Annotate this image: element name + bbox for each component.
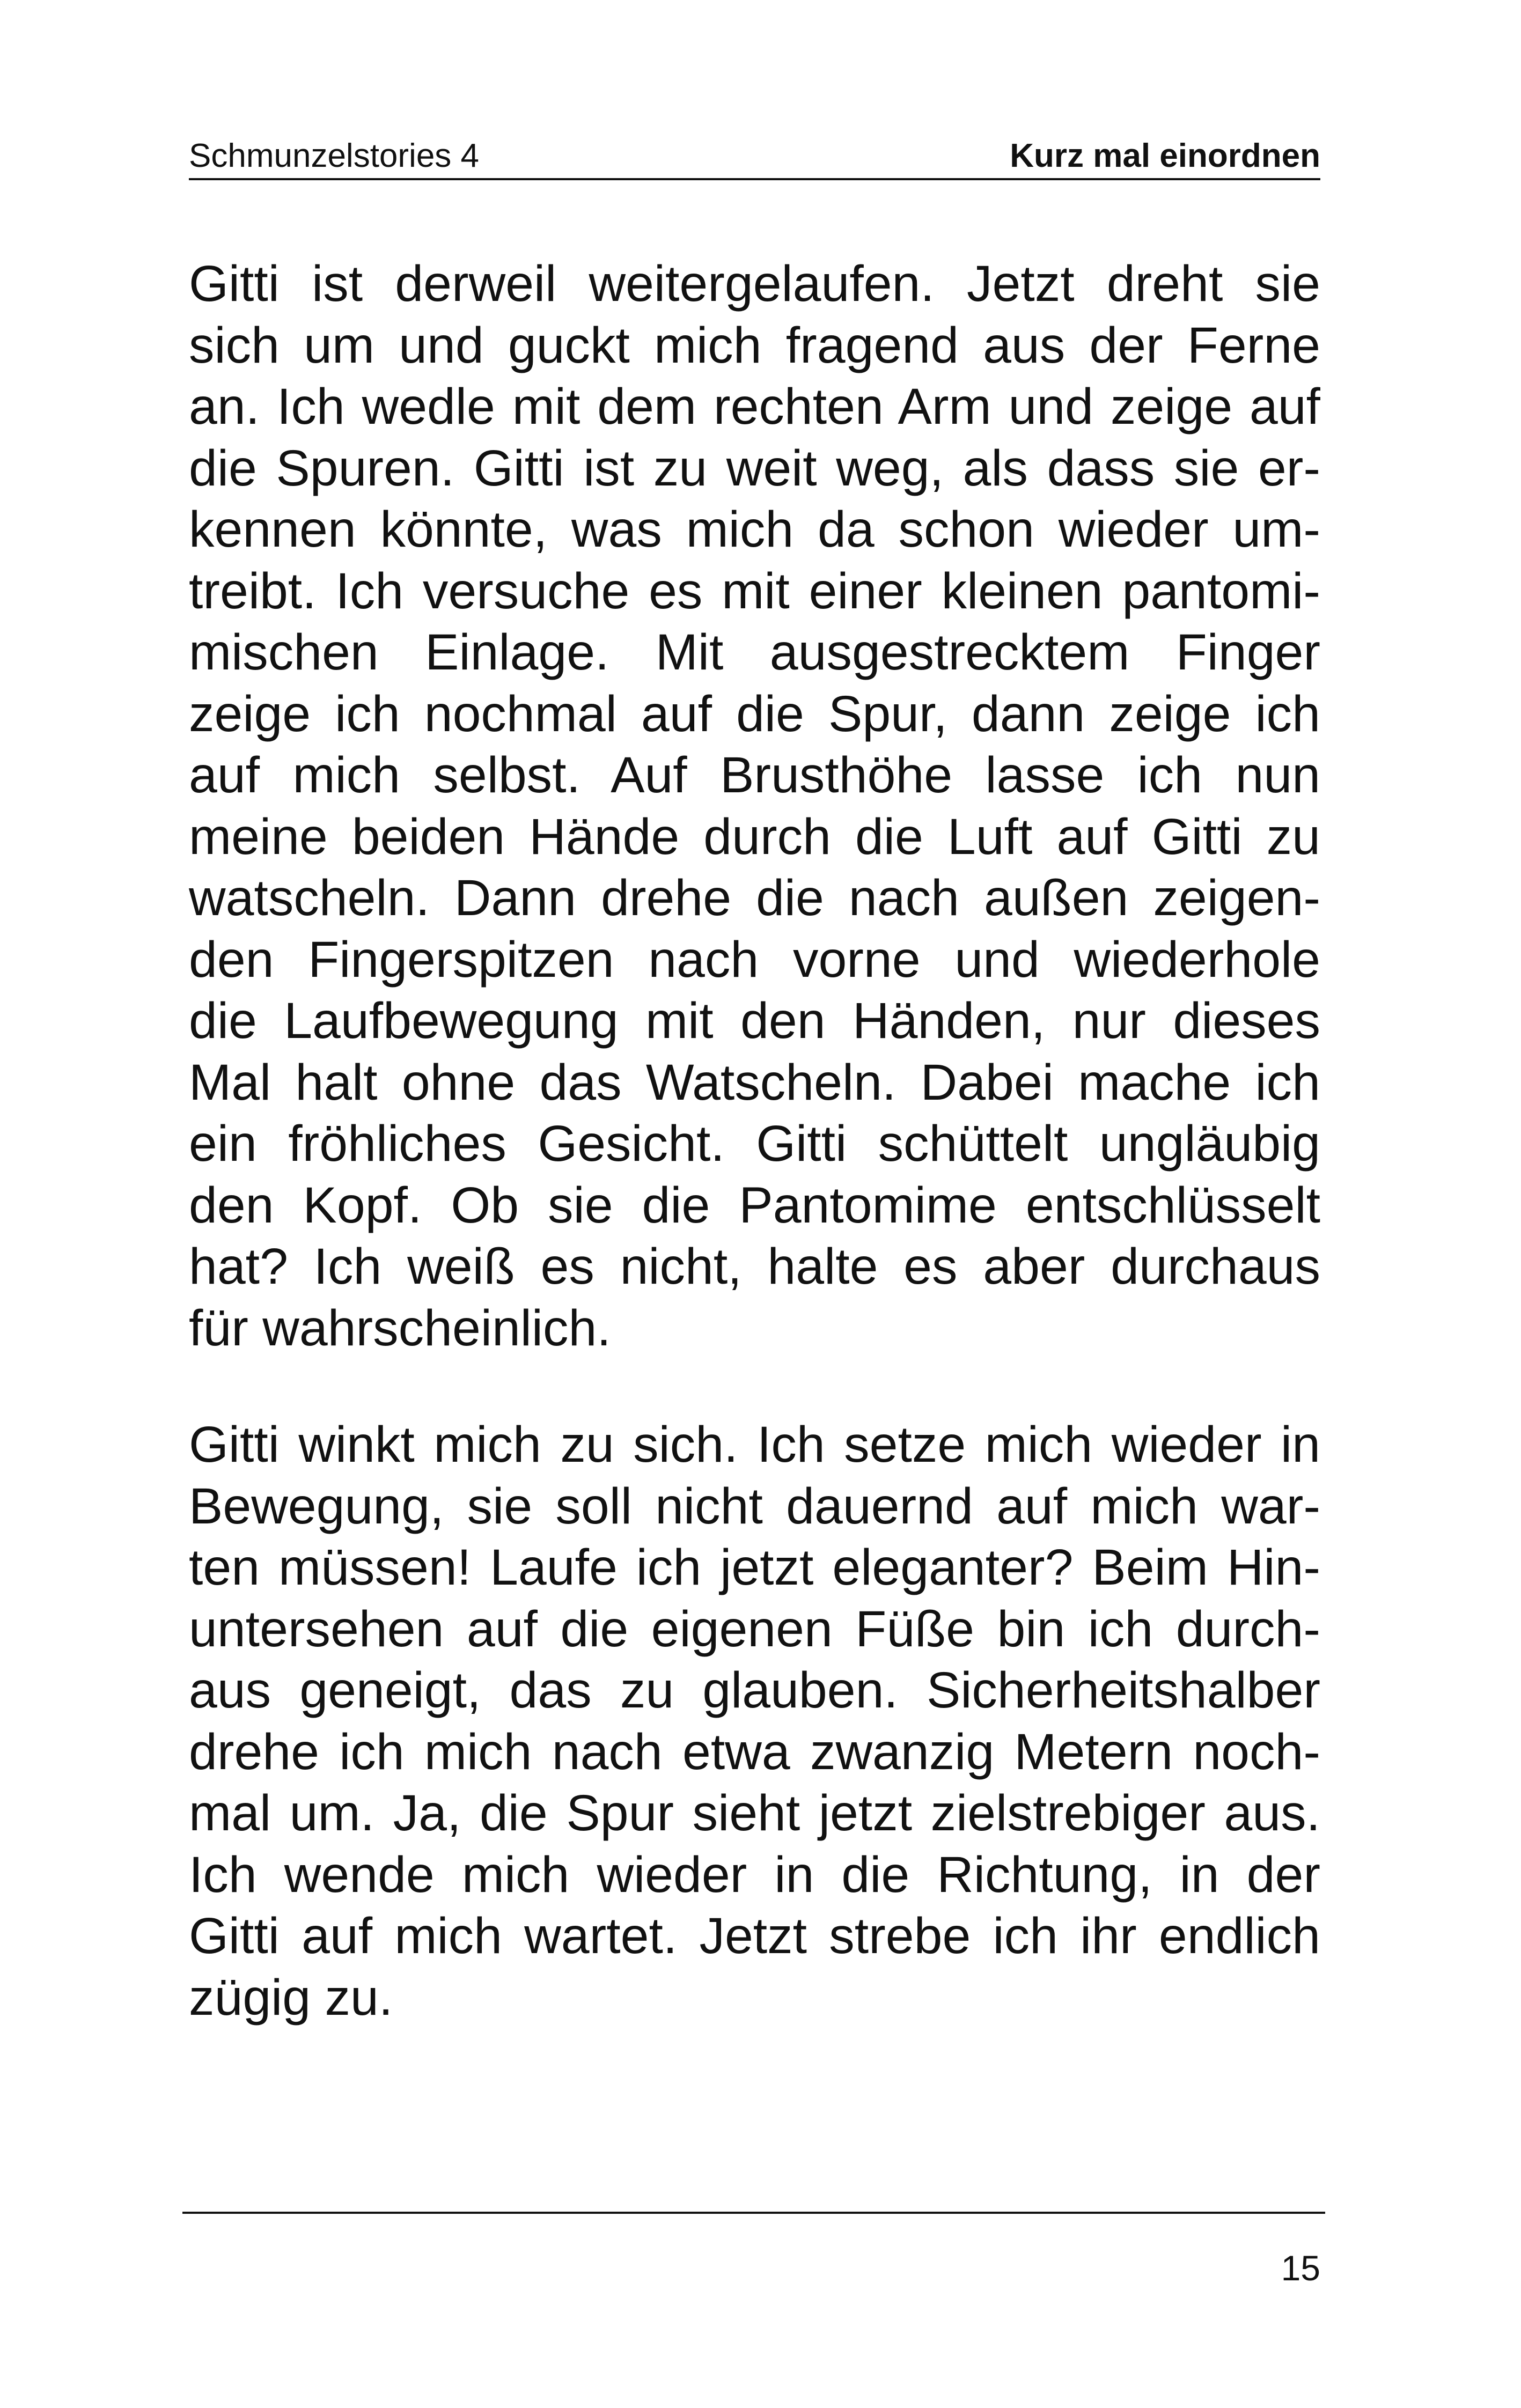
text-line: für wahrscheinlich. xyxy=(189,1299,611,1357)
text-line: zügig zu. xyxy=(189,1969,393,2026)
chapter-title: Kurz mal einordnen xyxy=(1010,137,1320,174)
body-paragraph xyxy=(189,253,1320,1359)
page-number: 15 xyxy=(1281,2248,1320,2288)
book-title: Schmunzelstories 4 xyxy=(189,137,480,174)
text-line: den Kopf. Ob sie die Pantomime entschlüsselt xyxy=(189,1176,1320,1234)
text-line: ein fröhliches Gesicht. Gitti schüttelt ungläubig xyxy=(189,1115,1320,1172)
text-line: Gitti ist derweil weitergelaufen. Jetzt dreht sie xyxy=(189,255,1320,312)
text-line: sich um und guckt mich fragend aus der Ferne xyxy=(189,316,1320,374)
body-paragraph xyxy=(189,1414,1320,2028)
text-line: Bewegung, sie soll nicht dauernd auf mich war- xyxy=(189,1477,1320,1535)
text-line: ten müssen! Laufe ich jetzt eleganter? Beim Hin- xyxy=(189,1539,1320,1596)
text-line: den Fingerspitzen nach vorne und wiederhole xyxy=(189,931,1320,988)
text-line: an. Ich wedle mit dem rechten Arm und zeige auf xyxy=(189,378,1320,435)
text-line: Mal halt ohne das Watscheln. Dabei mache ich xyxy=(189,1054,1320,1111)
text-line: Gitti winkt mich zu sich. Ich setze mich wieder in xyxy=(189,1416,1320,1473)
text-line: kennen könnte, was mich da schon wieder um- xyxy=(189,501,1320,558)
text-line: meine beiden Hände durch die Luft auf Gitti zu xyxy=(189,808,1320,865)
text-line: Ich wende mich wieder in die Richtung, in der xyxy=(189,1846,1320,1903)
text-line: watscheln. Dann drehe die nach außen zeigen- xyxy=(189,870,1320,926)
text-line: die Spuren. Gitti ist zu weit weg, als dass sie er- xyxy=(189,439,1320,497)
text-line: zeige ich nochmal auf die Spur, dann zeige ich xyxy=(189,685,1320,742)
text-line: mal um. Ja, die Spur sieht jetzt zielstrebiger aus. xyxy=(189,1785,1320,1842)
text-line: die Laufbewegung mit den Händen, nur dieses xyxy=(189,992,1320,1049)
text-line: drehe ich mich nach etwa zwanzig Metern noch- xyxy=(189,1723,1320,1780)
text-line: untersehen auf die eigenen Füße bin ich durch- xyxy=(189,1600,1320,1658)
running-header xyxy=(189,135,1320,180)
text-line: aus geneigt, das zu glauben. Sicherheitshalber xyxy=(189,1662,1320,1719)
text-line: auf mich selbst. Auf Brusthöhe lasse ich nun xyxy=(189,747,1320,804)
text-line: hat? Ich weiß es nicht, halte es aber durchaus xyxy=(189,1238,1320,1295)
text-line: mischen Einlage. Mit ausgestrecktem Finger xyxy=(189,624,1320,681)
footer-divider xyxy=(182,2212,1325,2214)
text-line: treibt. Ich versuche es mit einer kleinen pantomi- xyxy=(189,562,1320,620)
text-line: Gitti auf mich wartet. Jetzt strebe ich ihr endlich xyxy=(189,1908,1320,1964)
